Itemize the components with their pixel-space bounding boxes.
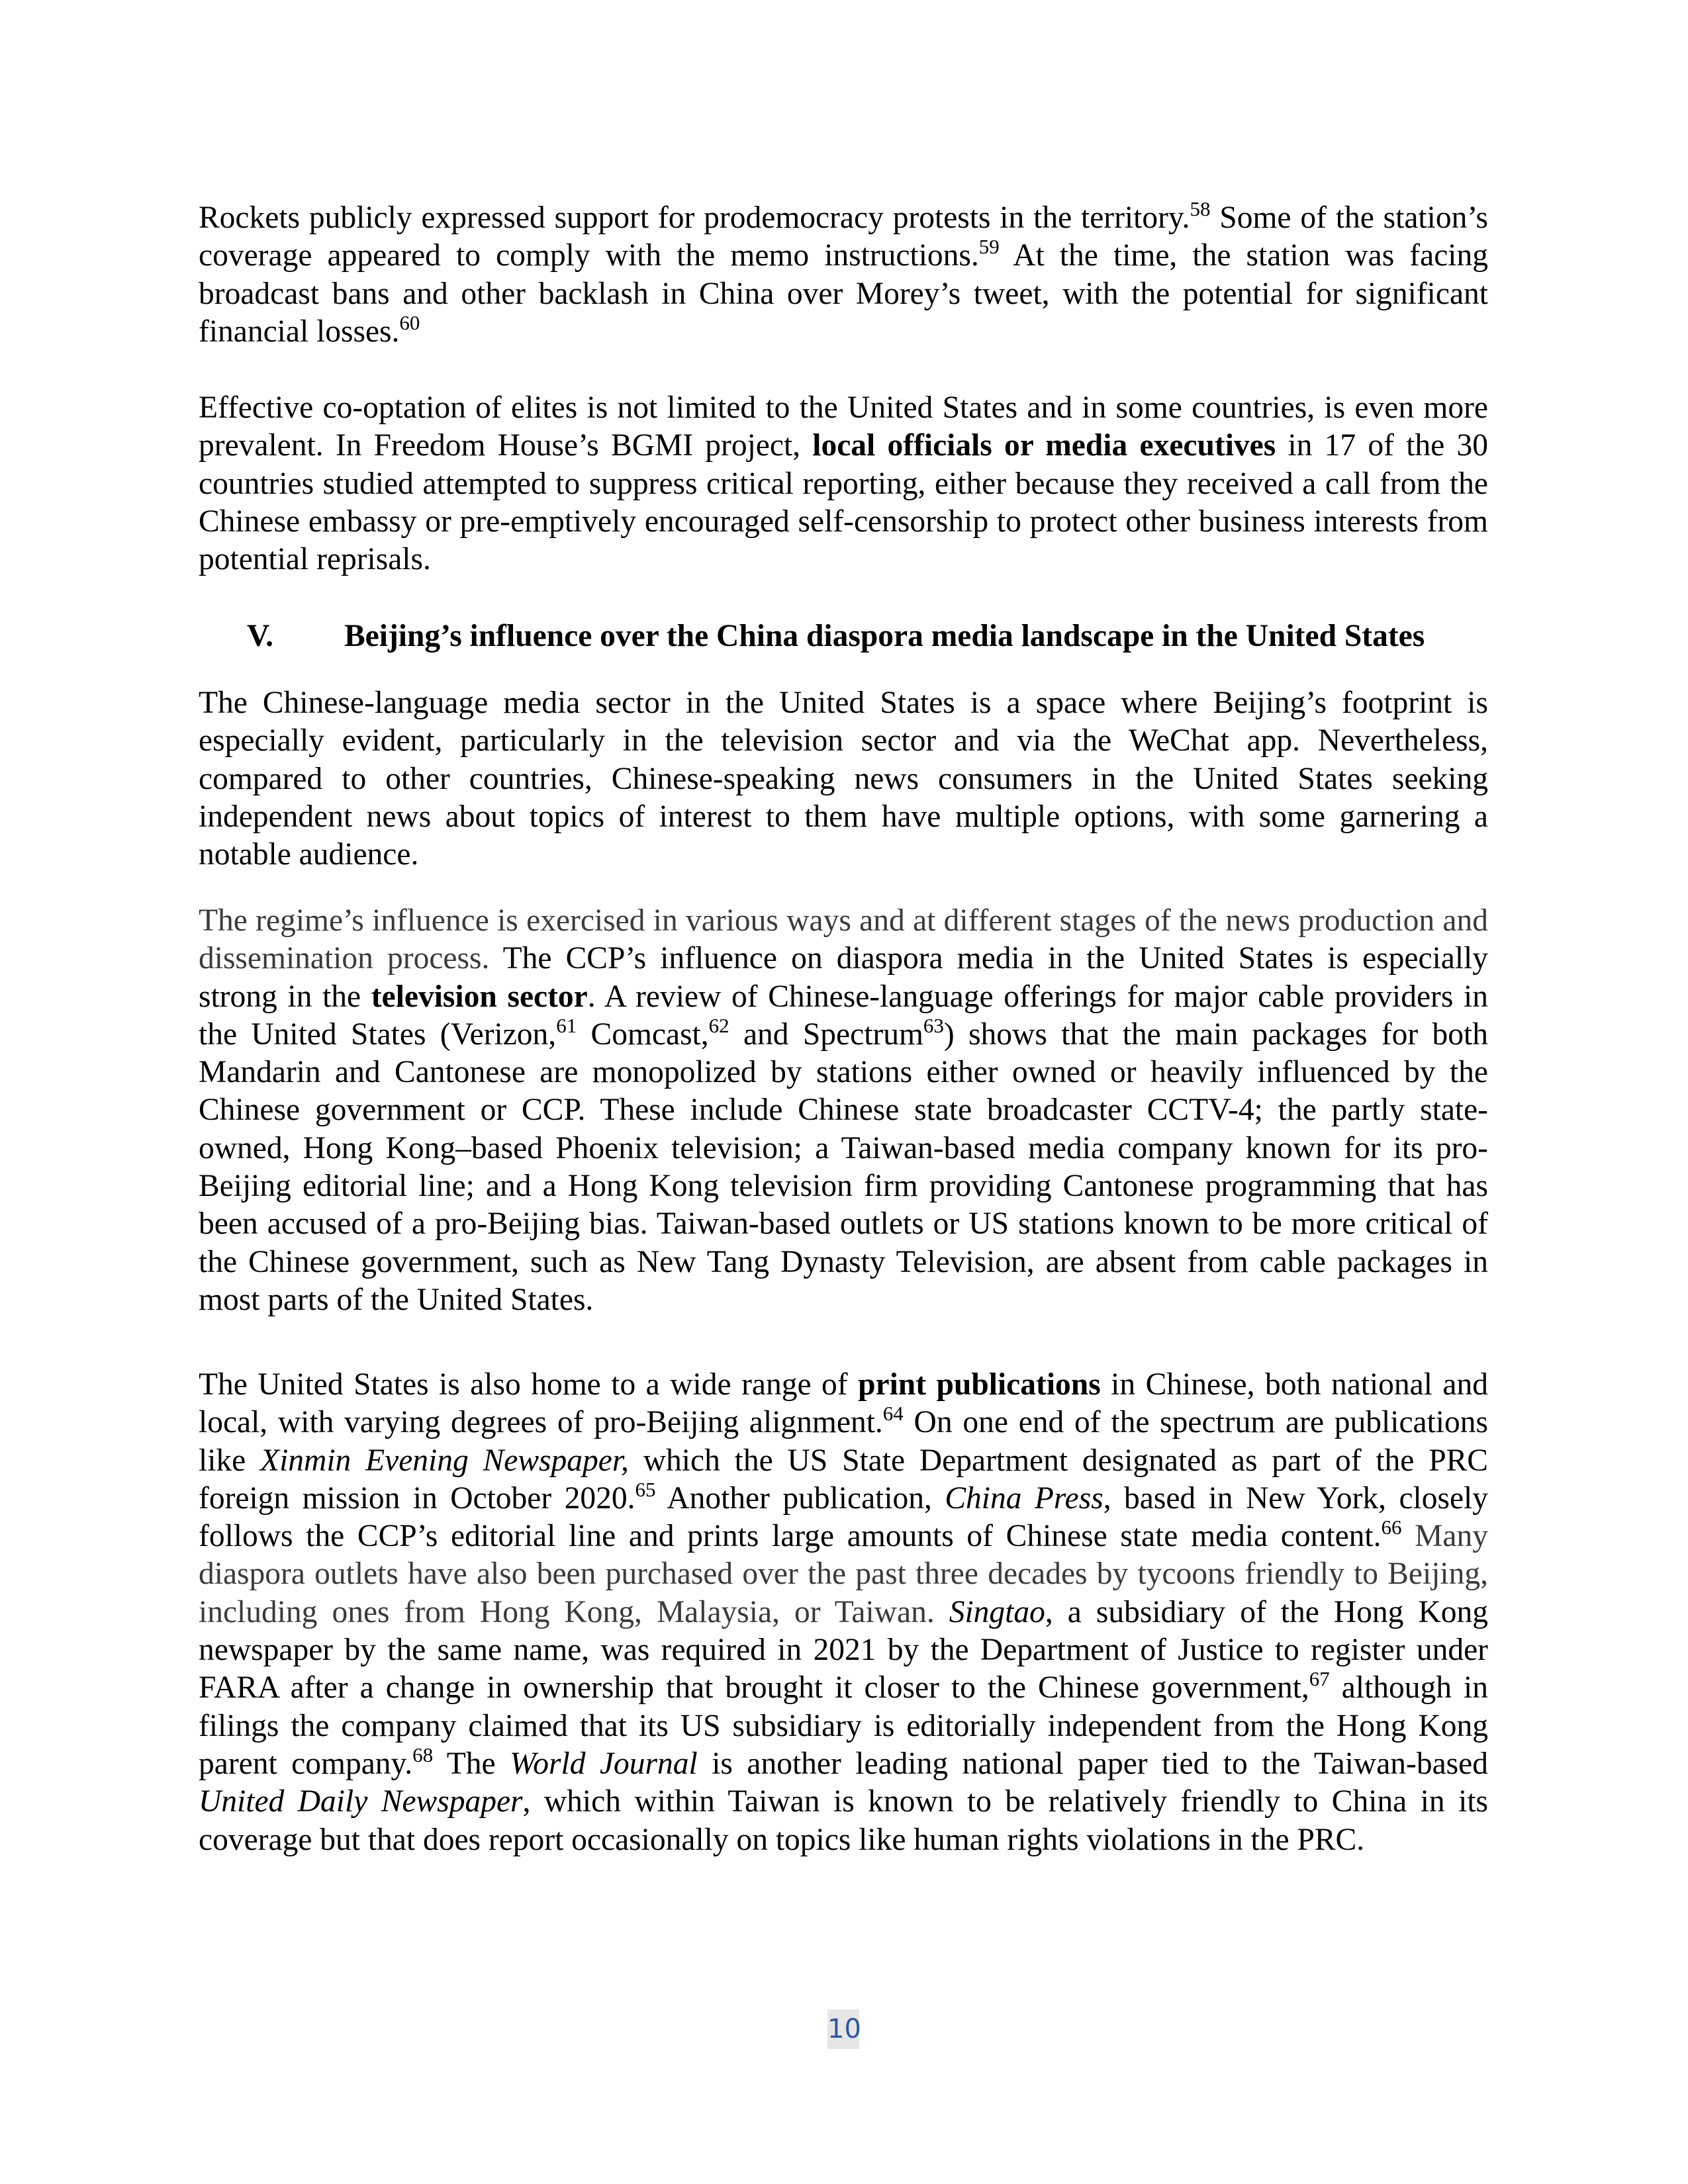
text: although in filings the company claimed that its US subsidiary is editorially independent from the Hong Kong parent company. [199, 1670, 1488, 1781]
publication-title: United Daily Newspaper [199, 1784, 523, 1819]
text: Comcast, [577, 1017, 709, 1052]
publication-title: China Press [945, 1480, 1103, 1516]
text: Some of the station’s coverage appeared to comply with the memo instructions. [199, 201, 1489, 273]
text: , which within Taiwan is known to be relatively friendly to China in its coverage but that does report occasionally on topics like human rights violations in the PRC. [199, 1784, 1489, 1857]
text: The United States is also home to a wide range of [199, 1367, 859, 1402]
footnote-ref-64[interactable]: 64 [882, 1402, 904, 1426]
footnote-ref-59[interactable]: 59 [978, 235, 1000, 259]
paragraph-media-sector [199, 684, 1488, 874]
text: The Chinese-language media sector in the United States is a space where Beijing’s footprint is especially evident, particularly in the television sector and via the WeChat app. Nevertheless, compared to other countries, Chinese-speaking news consumers in the United States seeking independent news about topics of interest to them have multiple options, with some garnering a notable audience. [199, 686, 1488, 872]
publication-title: Xinmin Evening Newspaper, [260, 1443, 629, 1478]
text: . A review of Chinese-language offerings for major cable providers in the United States (Verizon, [199, 979, 1488, 1052]
paragraph-television-sector [199, 902, 1488, 1319]
footnote-ref-58[interactable]: 58 [1190, 197, 1211, 220]
page-number: 10 [827, 2009, 859, 2049]
text: in Chinese, both national and local, with varying degrees of pro-Beijing alignment. [199, 1367, 1489, 1440]
text: ) shows that the main packages for both Mandarin and Cantonese are monopolized by stations either owned or heavily influenced by the Chinese government or CCP. These include Chinese state broadcaster CCTV-4; the partly state-owned, Hong Kong–based Phoenix television; a Taiwan-based media company known for its pro-Beijing editorial line; and a Hong Kong television firm providing Cantonese programming that has been accused of a pro-Beijing bias. Taiwan-based outlets or US stations known to be more critical of the Chinese government, such as New Tang Dynasty Television, are absent from cable packages in most parts of the United States. [199, 1017, 1488, 1317]
text [935, 1595, 949, 1629]
footnote-ref-68[interactable]: 68 [412, 1743, 434, 1766]
text: Rockets publicly expressed support for prodemocracy protests in the territory. [199, 201, 1190, 235]
text: , based in New York, closely follows the CCP’s editorial line and prints large amounts of Chinese state media content. [199, 1480, 1488, 1554]
footnote-ref-65[interactable]: 65 [635, 1477, 656, 1501]
text: The [433, 1746, 510, 1781]
bold-text: print publications [858, 1367, 1101, 1402]
text: Effective co-optation of elites is not limited to the United States and in some countries, is even more prevalent. In Freedom House’s BGMI project, [199, 390, 1488, 463]
text: in 17 of the 30 countries studied attempted to suppress critical reporting, either because they received a call from the Chinese embassy or pre-emptively encouraged self-censorship to protect other business interests from potential reprisals. [199, 428, 1488, 577]
text: which the US State Department designated as part of the PRC foreign mission in October 2020. [199, 1443, 1488, 1516]
footnote-ref-63[interactable]: 63 [923, 1013, 944, 1037]
paragraph-print-publications [199, 1366, 1488, 1859]
bold-text: local officials or media executives [812, 428, 1276, 463]
section-number: V. [247, 619, 274, 653]
text: and Spectrum [729, 1017, 923, 1052]
text: The regime’s influence is exercised in various ways and at different stages of the news production and dissemination process. [199, 903, 1488, 976]
footnote-ref-61[interactable]: 61 [556, 1013, 577, 1037]
text: , a subsidiary of the Hong Kong newspaper by the same name, was required in 2021 by the Department of Justice to register under FARA after a change in ownership that brought it closer to the Chinese government, [199, 1594, 1488, 1706]
text: The CCP’s influence on diaspora media in the United States is especially strong in the [199, 941, 1488, 1014]
text: is another leading national paper tied to the Taiwan-based [697, 1746, 1488, 1781]
paragraph-rockets-coverage [199, 199, 1488, 351]
section-title: Beijing’s influence over the China diaspora media landscape in the United States [344, 619, 1425, 653]
footnote-ref-67[interactable]: 67 [1309, 1667, 1330, 1691]
text: On one end of the spectrum are publications like [199, 1405, 1488, 1478]
footnote-ref-66[interactable]: 66 [1381, 1516, 1402, 1539]
bold-text: television sector [371, 979, 588, 1014]
text: Many diaspora outlets have also been purchased over the past three decades by tycoons friendly to Beijing, including ones from Hong Kong, Malaysia, or Taiwan. [199, 1519, 1488, 1629]
paragraph-elite-cooptation [199, 389, 1488, 578]
publication-title: World Journal [510, 1746, 698, 1781]
publication-title: Singtao [949, 1594, 1045, 1629]
text: Another publication, [655, 1480, 945, 1516]
text: At the time, the station was facing broadcast bans and other backlash in China over Morey’s tweet, with the potential for significant financial losses. [199, 238, 1488, 349]
footnote-ref-62[interactable]: 62 [708, 1013, 729, 1037]
footnote-ref-60[interactable]: 60 [399, 310, 420, 334]
